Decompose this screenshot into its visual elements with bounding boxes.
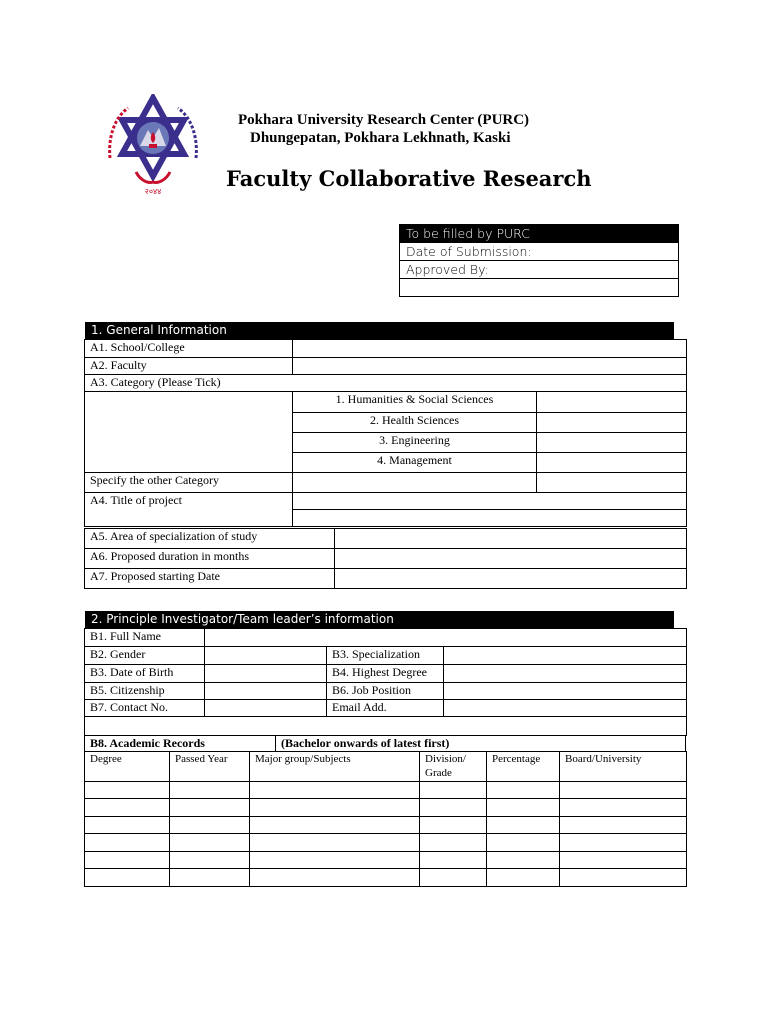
cell[interactable] [560,817,687,834]
a6-label: A6. Proposed duration in months [85,549,335,569]
b2-field[interactable] [205,647,327,665]
header-line1: Pokhara University Research Center (PURC) [238,112,530,128]
b7-field[interactable] [205,700,327,717]
cell[interactable] [487,817,560,834]
b6-label: B6. Job Position [327,683,444,700]
cell[interactable] [250,869,420,887]
cell[interactable] [250,852,420,869]
a5-label: A5. Area of specialization of study [85,529,335,549]
b3-label: B3. Specialization [327,647,444,665]
cell[interactable] [85,799,170,817]
cell[interactable] [85,852,170,869]
cell[interactable] [420,869,487,887]
study-info-table [84,528,687,589]
header-line2: Dhungepatan, Pokhara Lekhnath, Kaski [250,130,511,146]
tick-engineering[interactable] [537,433,687,453]
cell[interactable] [560,782,687,799]
cell[interactable] [420,799,487,817]
section2-heading: 2. Principle Investigator/Team leader’s information [85,611,674,628]
cell[interactable] [487,869,560,887]
purc-box [399,224,679,297]
purc-box-heading: To be filled by PURC [400,225,679,243]
cell[interactable] [250,817,420,834]
spacer-row [85,717,687,736]
col-board-university: Board/University [560,752,687,782]
col-passed-year: Passed Year [170,752,250,782]
logo-year: २०४४ [144,187,162,196]
cell[interactable] [487,782,560,799]
a1-label: A1. School/College [85,340,293,358]
col-division-grade: Division/ Grade [420,752,487,782]
table-row [85,782,687,799]
a6-field[interactable] [335,549,687,569]
cell[interactable] [85,782,170,799]
pi-info-table [84,628,687,736]
cell[interactable] [85,834,170,852]
a3-label: A3. Category (Please Tick) [85,375,687,392]
tick-humanities[interactable] [537,392,687,413]
other-category-extra[interactable] [537,473,687,493]
tick-health[interactable] [537,413,687,433]
b5-label: B5. Citizenship [85,683,205,700]
b1-field[interactable] [205,629,687,647]
a4-field-2[interactable] [293,510,687,527]
general-info-table [84,339,687,527]
section1-heading: 1. General Information [85,322,674,339]
cell[interactable] [487,799,560,817]
cell[interactable] [487,834,560,852]
cell[interactable] [170,782,250,799]
b7-label: B7. Contact No. [85,700,205,717]
a7-label: A7. Proposed starting Date [85,569,335,589]
a5-field[interactable] [335,529,687,549]
b6-field[interactable] [444,683,687,700]
b8-label: B8. Academic Records [85,736,276,752]
col-percentage: Percentage [487,752,560,782]
cell[interactable] [250,782,420,799]
cell[interactable] [560,834,687,852]
b1-label: B1. Full Name [85,629,205,647]
cell[interactable] [560,799,687,817]
col-major-subjects: Major group/Subjects [250,752,420,782]
dob-field[interactable] [205,665,327,683]
b3-field[interactable] [444,647,687,665]
cell[interactable] [85,869,170,887]
academic-records-table [84,751,687,887]
a2-field[interactable] [293,358,687,375]
university-logo [102,94,204,198]
page-title: Faculty Collaborative Research [226,166,592,191]
a4-label: A4. Title of project [85,493,293,527]
cell[interactable] [250,799,420,817]
cell[interactable] [170,799,250,817]
cell[interactable] [420,834,487,852]
tick-management[interactable] [537,453,687,473]
cell[interactable] [85,817,170,834]
a4-field-1[interactable] [293,493,687,510]
category-humanities: 1. Humanities & Social Sciences [293,392,537,413]
cell[interactable] [420,817,487,834]
a7-field[interactable] [335,569,687,589]
b5-field[interactable] [205,683,327,700]
dob-label: B3. Date of Birth [85,665,205,683]
cell[interactable] [487,852,560,869]
cell[interactable] [250,834,420,852]
a1-field[interactable] [293,340,687,358]
table-row [85,852,687,869]
cell[interactable] [170,834,250,852]
b2-label: B2. Gender [85,647,205,665]
b4-label: B4. Highest Degree [327,665,444,683]
cell[interactable] [420,852,487,869]
cell[interactable] [560,852,687,869]
category-engineering: 3. Engineering [293,433,537,453]
table-row [85,834,687,852]
a2-label: A2. Faculty [85,358,293,375]
purc-box-blank[interactable] [400,279,679,297]
approved-by-label: Approved By: [400,261,679,279]
other-category-label: Specify the other Category [85,473,293,493]
b8-header [84,735,686,752]
a3-blank [85,392,293,473]
email-field[interactable] [444,700,687,717]
other-category-field[interactable] [293,473,537,493]
table-row [85,869,687,887]
cell[interactable] [170,869,250,887]
cell[interactable] [420,782,487,799]
category-management: 4. Management [293,453,537,473]
col-degree: Degree [85,752,170,782]
category-health: 2. Health Sciences [293,413,537,433]
table-row [85,817,687,834]
email-label: Email Add. [327,700,444,717]
cell[interactable] [170,852,250,869]
b8-note: (Bachelor onwards of latest first) [276,736,686,752]
b4-field[interactable] [444,665,687,683]
cell[interactable] [560,869,687,887]
table-row [85,799,687,817]
date-of-submission-label: Date of Submission: [400,243,679,261]
cell[interactable] [170,817,250,834]
